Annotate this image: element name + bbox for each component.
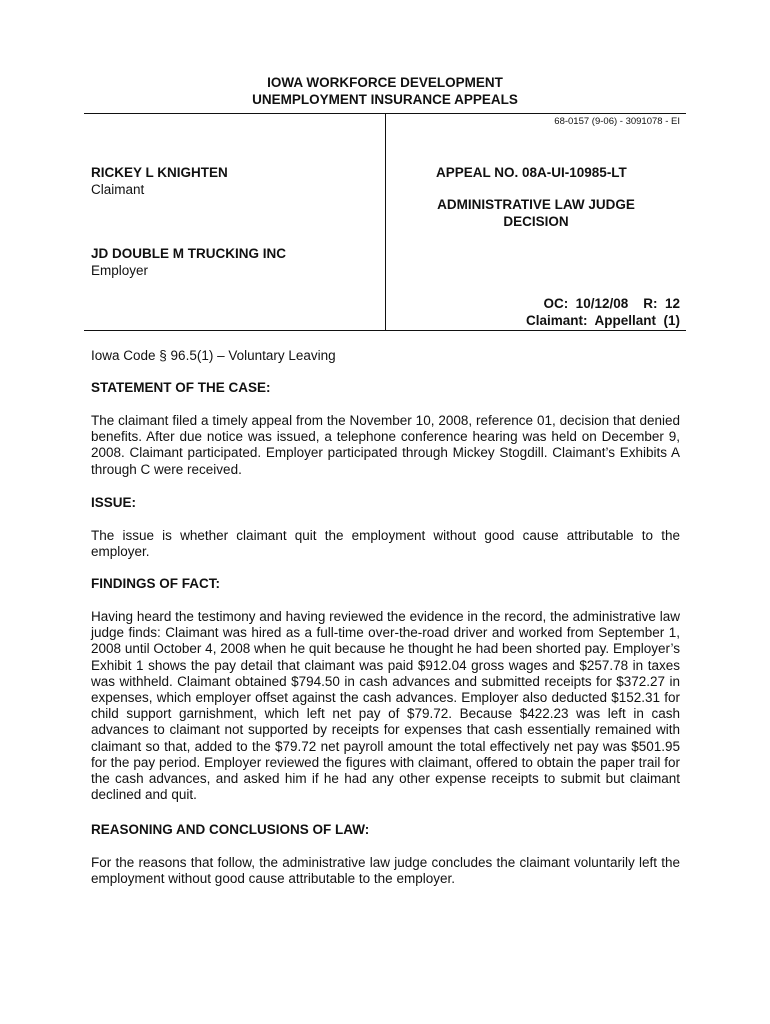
employer-role: Employer <box>91 263 149 278</box>
claimant-role: Claimant <box>91 182 145 197</box>
code-reference: Iowa Code § 96.5(1) – Voluntary Leaving <box>91 348 336 363</box>
form-number: 68-0157 (9-06) - 3091078 - EI <box>554 116 680 127</box>
reasoning-text: For the reasons that follow, the administrative law judge concludes the claimant voluntarily left the employment without good cause attributable to the employer. <box>91 855 680 887</box>
division-title: UNEMPLOYMENT INSURANCE APPEALS <box>252 92 518 107</box>
case-block-rule <box>84 330 686 331</box>
decision-title-line2: DECISION <box>503 214 569 229</box>
claimant-name: RICKEY L KNIGHTEN <box>91 165 228 180</box>
oc-line: OC: 10/12/08 R: 12 <box>543 296 680 311</box>
agency-title: IOWA WORKFORCE DEVELOPMENT <box>267 75 503 90</box>
statement-text: The claimant filed a timely appeal from the November 10, 2008, reference 01, decision that denied benefits. After due notice was issued, a telephone conference hearing was held on December 9, 2008. Claimant participated. Employer participated through Mickey Stogdill. Claimant’s Exhibits A through C were received. <box>91 413 680 477</box>
decision-title-line1: ADMINISTRATIVE LAW JUDGE <box>437 197 635 212</box>
appellant-line: Claimant: Appellant (1) <box>525 313 680 328</box>
findings-heading: FINDINGS OF FACT: <box>91 576 220 591</box>
statement-heading: STATEMENT OF THE CASE: <box>91 380 271 395</box>
reasoning-heading: REASONING AND CONCLUSIONS OF LAW: <box>91 822 370 837</box>
findings-text: Having heard the testimony and having reviewed the evidence in the record, the administrative law judge finds: Claimant was hired as a full-time over-the-road driver and worked from September 1, 2008 until October 4, 2008 when he quit because he thought he had been shorted pay. Employer’s Exhibit 1 shows the pay detail that claimant was paid $912.04 gross wages and $257.78 in taxes was withheld. Claimant obtained $794.50 in cash advances and submitted receipts for $372.27 in expenses, which employer offset against the cash advances. Employer also deducted $152.31 for child support garnishment, which left net pay of $79.72. Because $422.23 was left in cash advances to claimant not supported by receipts for expenses that cash essentially remained with claimant so that, added to the $79.72 net payroll amount the total effectively net pay was $501.95 for the pay period. Employer reviewed the figures with claimant, offered to obtain the paper trail for the cash advances, and asked him if he had any other expense receipts to submit but claimant declined and quit. <box>91 609 680 803</box>
issue-heading: ISSUE: <box>91 495 137 510</box>
issue-text: The issue is whether claimant quit the employment without good cause attributable to the employer. <box>91 528 680 560</box>
employer-name: JD DOUBLE M TRUCKING INC <box>91 246 286 261</box>
appeal-number: APPEAL NO. 08A-UI-10985-LT <box>436 165 627 180</box>
